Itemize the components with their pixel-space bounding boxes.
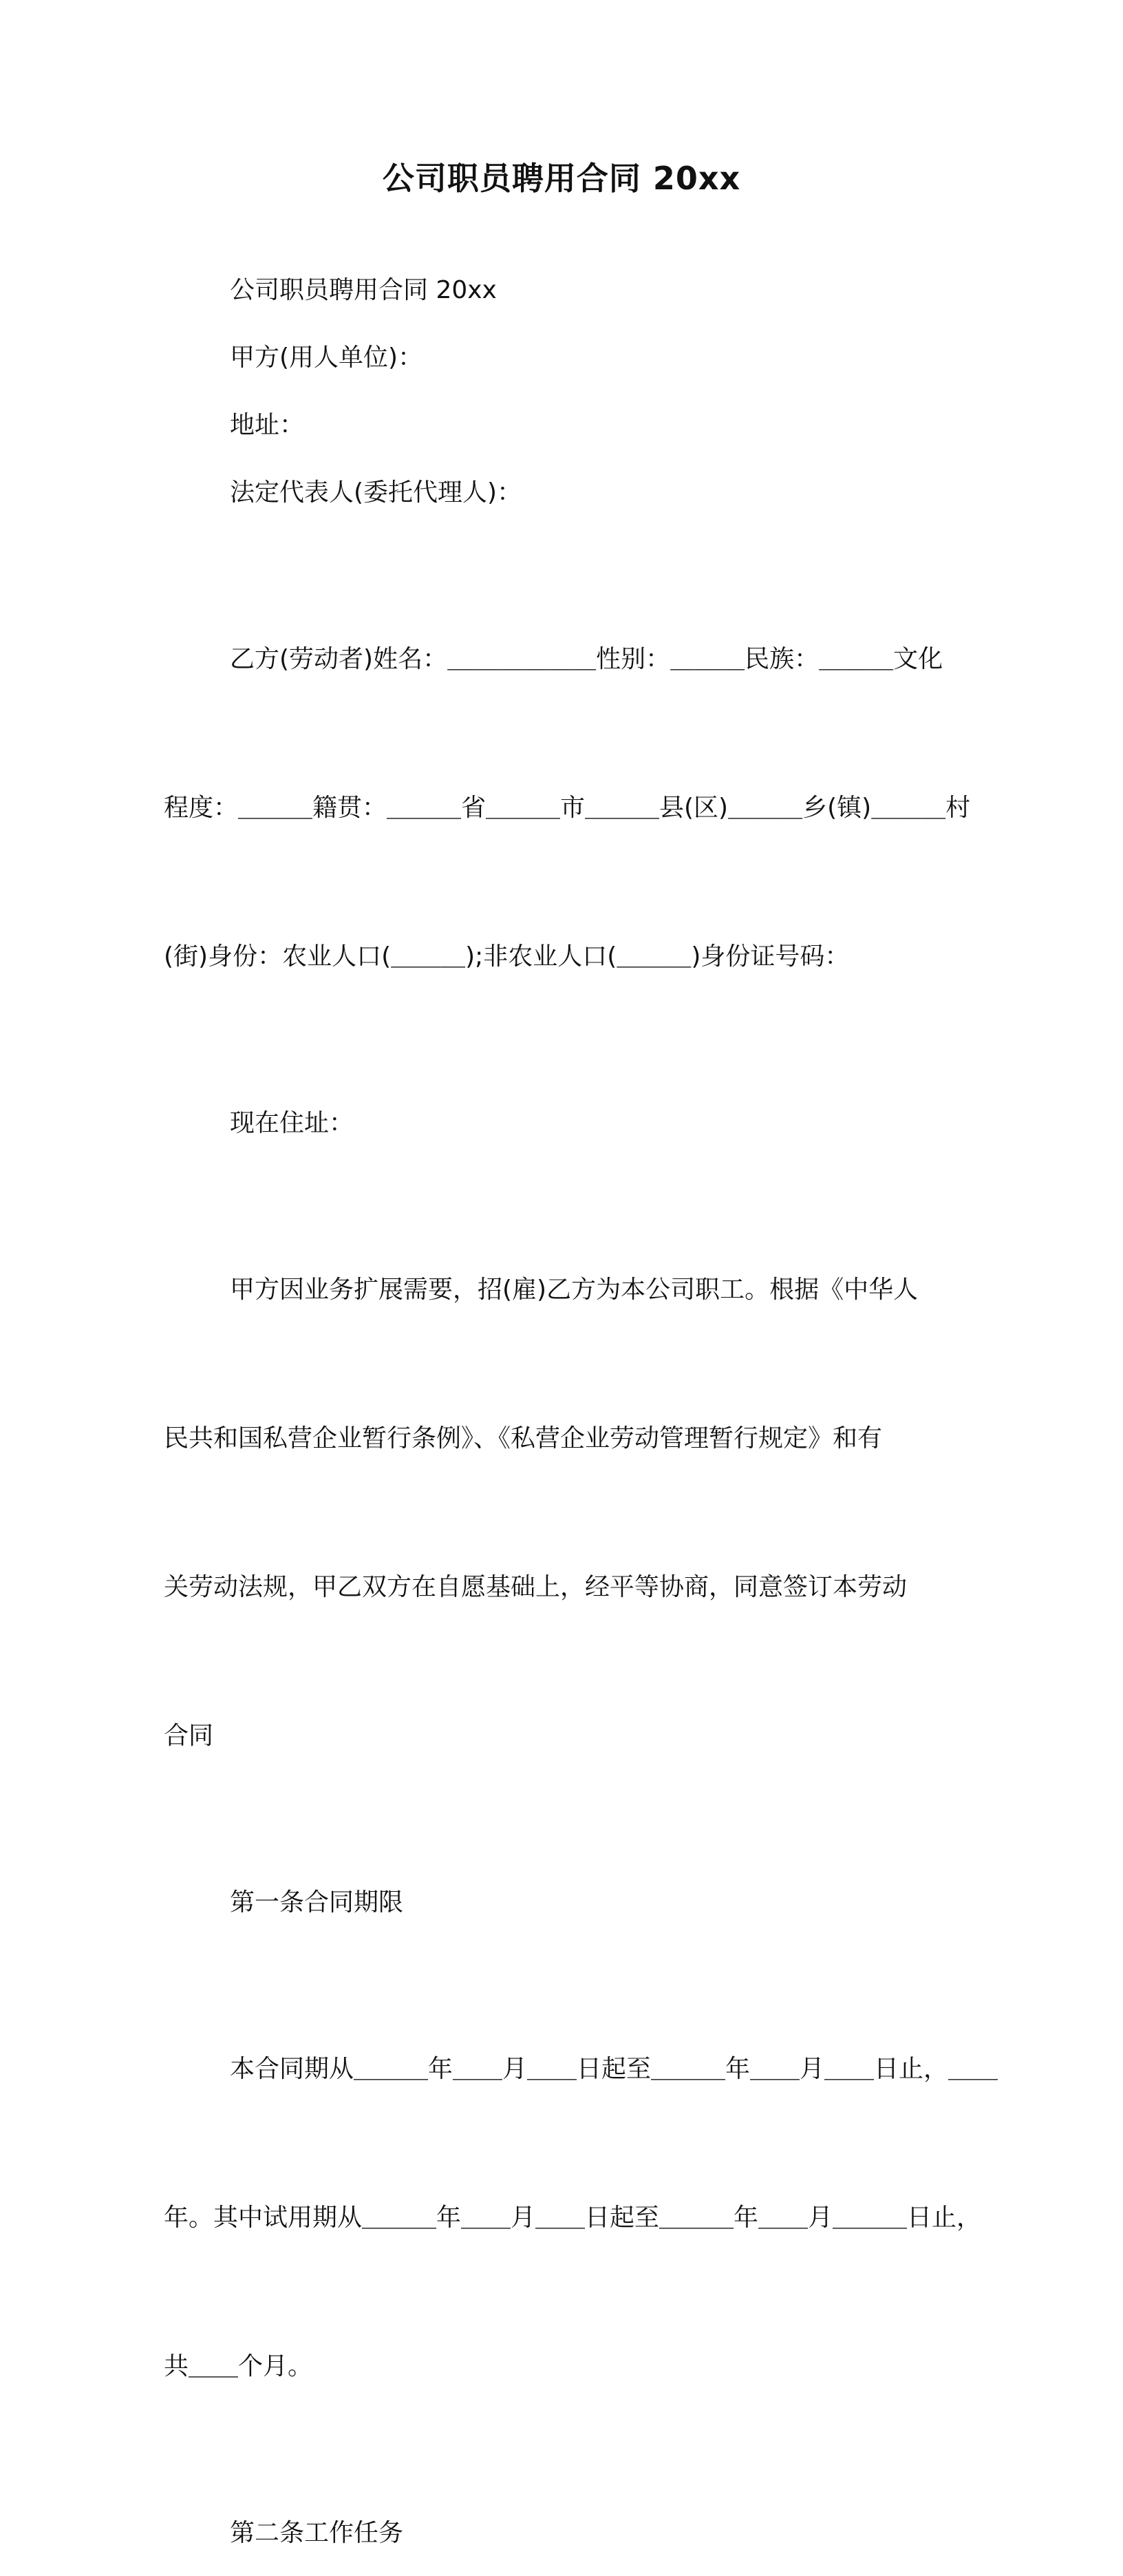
paragraph-legal-representative: 法定代表人(委托代理人)： [230,478,522,507]
paragraph-contract-term [164,1945,998,2491]
article-2-heading: 第二条工作任务 [230,2519,404,2547]
paragraph-party-a: 甲方(用人单位)： [230,344,423,372]
document-body [164,266,998,2576]
paragraph-heading: 公司职员聘用合同 20xx [230,276,497,304]
preamble-line-2: 民共和国私营企业暂行条例》、《私营企业劳动管理暂行规定》和有 [164,1424,883,1453]
paragraph-address: 地址： [230,411,305,439]
paragraph-party-b [164,536,971,1081]
contract-term-line-1: 本合同期从＿＿＿年＿＿月＿＿日起至＿＿＿年＿＿月＿＿日止，＿＿ [230,2055,998,2083]
document-title: 公司职员聘用合同 20xx [382,160,741,197]
paragraph-preamble [164,1166,947,1860]
article-1-heading: 第一条合同期限 [230,1888,404,1917]
paragraph-current-address: 现在住址： [230,1109,354,1137]
preamble-line-3: 关劳动法规，甲乙双方在自愿基础上，经平等协商，同意签订本劳动 [164,1573,908,1601]
preamble-line-4: 合同 [164,1722,214,1750]
party-b-line-3: (街)身份：农业人口(＿＿＿);非农业人口(＿＿＿)身份证号码： [164,942,850,971]
contract-term-line-3: 共＿＿个月。 [164,2352,313,2380]
preamble-line-1: 甲方因业务扩展需要，招(雇)乙方为本公司职工。根据《中华人 [230,1276,919,1304]
contract-term-line-2: 年。其中试用期从＿＿＿年＿＿月＿＿日起至＿＿＿年＿＿月＿＿＿日止， [164,2204,982,2232]
party-b-line-1: 乙方(劳动者)姓名：＿＿＿＿＿＿性别：＿＿＿民族：＿＿＿文化 [230,645,943,673]
party-b-line-2: 程度：＿＿＿籍贯：＿＿＿省＿＿＿市＿＿＿县(区)＿＿＿乡(镇)＿＿＿村 [164,794,971,822]
